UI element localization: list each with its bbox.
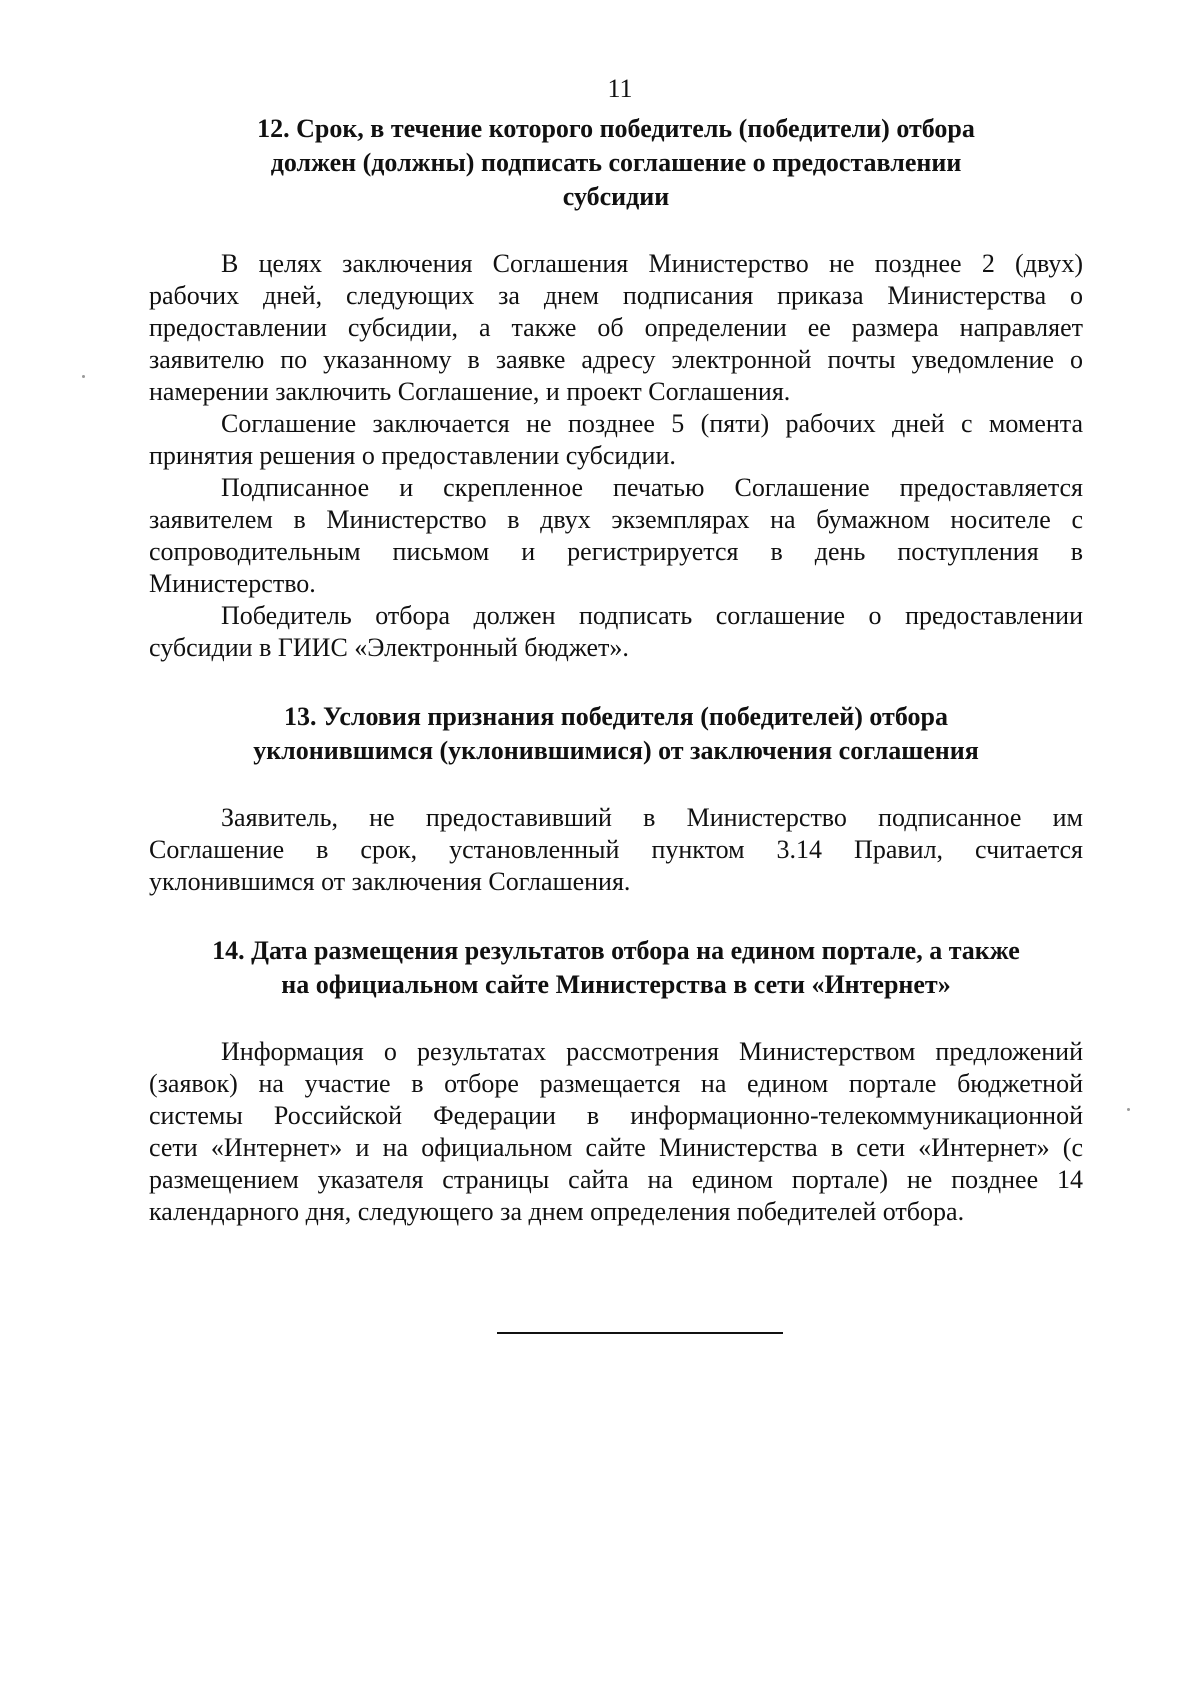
heading-line: 14. Дата размещения результатов отбора на едином портале, а также (212, 936, 1020, 965)
text-line: Подписанное и скрепленное печатью Соглашение предоставляется (221, 473, 1083, 502)
text-line: рабочих дней, следующих за днем подписания приказа Министерства о (149, 281, 1083, 310)
paragraph (149, 802, 1083, 898)
section-13 (149, 700, 1083, 898)
paragraph (149, 1036, 1083, 1228)
text-line: календарного дня, следующего за днем определения победителей отбора. (149, 1197, 965, 1226)
text-line: Соглашение заключается не позднее 5 (пяти) рабочих дней с момента (221, 409, 1083, 438)
text-line: Заявитель, не предоставивший в Министерство подписанное им (221, 803, 1083, 832)
text-line: уклонившимся от заключения Соглашения. (149, 867, 631, 896)
heading-line: субсидии (562, 182, 670, 211)
heading-line: 13. Условия признания победителя (победителей) отбора (284, 702, 948, 731)
section-14 (149, 934, 1083, 1228)
text-line: сети «Интернет» и на официальном сайте Министерства в сети «Интернет» (с (149, 1133, 1083, 1162)
heading-line: 12. Срок, в течение которого победитель (победители) отбора (257, 114, 975, 143)
document-body (149, 112, 1083, 1228)
text-line: заявителем в Министерство в двух экземплярах на бумажном носителе с (149, 505, 1083, 534)
paragraph (149, 408, 1083, 472)
heading-line: должен (должны) подписать соглашение о предоставлении (270, 148, 962, 177)
text-line: размещением указателя страницы сайта на едином портале) не позднее 14 (149, 1165, 1083, 1194)
section-12-heading (149, 112, 1083, 214)
paragraph (149, 600, 1083, 664)
text-line: субсидии в ГИИС «Электронный бюджет». (149, 633, 629, 662)
page-number: 11 (607, 74, 633, 103)
scan-artifact (82, 375, 85, 378)
text-line: сопроводительным письмом и регистрируется в день поступления в (149, 537, 1083, 566)
text-line: системы Российской Федерации в информационно-телекоммуникационной (149, 1101, 1083, 1130)
text-line: Соглашение в срок, установленный пунктом 3.14 Правил, считается (149, 835, 1083, 864)
text-line: Информация о результатах рассмотрения Министерством предложений (221, 1037, 1083, 1066)
text-line: (заявок) на участие в отборе размещается на едином портале бюджетной (149, 1069, 1083, 1098)
section-14-heading (149, 934, 1083, 1002)
text-line: Министерство. (149, 569, 316, 598)
scan-artifact (1127, 1108, 1130, 1111)
text-line: намерении заключить Соглашение, и проект Соглашения. (149, 377, 791, 406)
text-line: принятия решения о предоставлении субсидии. (149, 441, 676, 470)
text-line: предоставлении субсидии, а также об определении ее размера направляет (149, 313, 1083, 342)
heading-line: на официальном сайте Министерства в сети «Интернет» (281, 970, 951, 999)
heading-line: уклонившимся (уклонившимися) от заключения соглашения (253, 736, 979, 765)
paragraph (149, 472, 1083, 600)
section-12 (149, 112, 1083, 664)
text-line: Победитель отбора должен подписать соглашение о предоставлении (221, 601, 1083, 630)
text-line: В целях заключения Соглашения Министерство не позднее 2 (двух) (221, 249, 1083, 278)
end-of-document-rule (497, 1332, 783, 1334)
text-line: заявителю по указанному в заявке адресу электронной почты уведомление о (149, 345, 1083, 374)
paragraph (149, 248, 1083, 408)
section-13-heading (149, 700, 1083, 768)
